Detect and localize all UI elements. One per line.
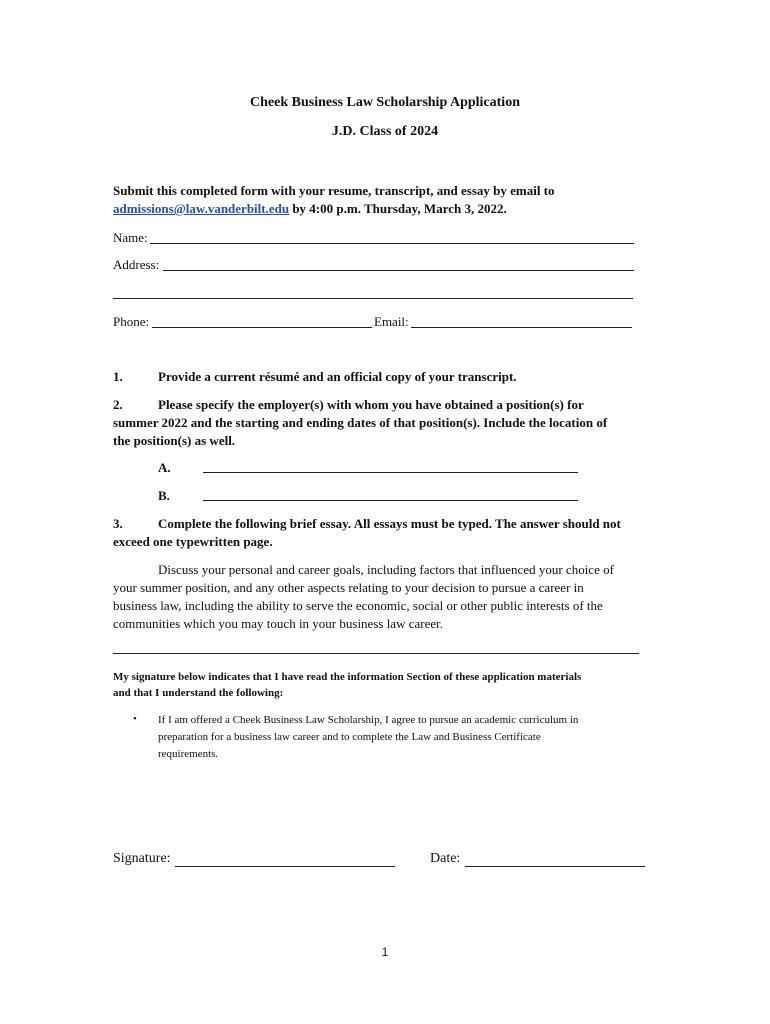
address-field-line[interactable] [163, 270, 634, 271]
essay-line-4: communities which you may touch in your business law career. [113, 616, 443, 631]
item-3-number: 3. [113, 516, 123, 531]
essay-line-2: your summer position, and any other aspects relating to your decision to pursue a career in [113, 580, 584, 595]
item-3-line-1 [113, 516, 621, 532]
date-label: Date: [430, 851, 461, 866]
deadline-text: by 4:00 p.m. Thursday, March 3, 2022. [289, 201, 507, 216]
sub-item-b-line[interactable] [203, 500, 578, 501]
item-2-text: Please specify the employer(s) with whom you have obtained a position(s) for [158, 397, 584, 412]
address-field-line-2[interactable] [113, 298, 633, 299]
item-2-line-2: summer 2022 and the starting and ending dates of that position(s). Include the location of [113, 415, 608, 430]
instructions-line-2 [113, 201, 507, 217]
item-1 [113, 369, 517, 385]
page-title: Cheek Business Law Scholarship Application [250, 95, 520, 110]
phone-label: Phone: [113, 314, 150, 329]
item-1-text: Provide a current résumé and an official copy of your transcript. [158, 369, 517, 384]
sub-item-a-line[interactable] [203, 472, 578, 473]
item-3-text: Complete the following brief essay. All essays must be typed. The answer should not [158, 516, 621, 531]
acknowledgement-line-2: and that I understand the following: [113, 687, 284, 699]
section-divider [113, 653, 639, 654]
signature-field-line[interactable] [175, 866, 395, 867]
page-subtitle: J.D. Class of 2024 [331, 124, 439, 139]
admissions-email-link[interactable]: admissions@law.vanderbilt.edu [113, 201, 290, 216]
bullet-icon: • [133, 713, 137, 725]
acknowledgement-bullet-line-3: requirements. [158, 748, 219, 760]
name-field-line[interactable] [150, 243, 634, 244]
essay-line-1: Discuss your personal and career goals, including factors that influenced your choice of [158, 562, 614, 577]
item-3-line-2: exceed one typewritten page. [113, 534, 273, 549]
sub-item-b-label: B. [158, 488, 170, 503]
email-label: Email: [374, 314, 409, 329]
item-2-line-1 [113, 397, 584, 413]
acknowledgement-bullet-line-2: preparation for a business law career and to complete the Law and Business Certificate [158, 731, 541, 743]
item-2-line-3: the position(s) as well. [113, 433, 236, 448]
email-field-line[interactable] [411, 327, 632, 328]
sub-item-a-label: A. [158, 460, 171, 475]
item-1-number: 1. [113, 369, 123, 384]
signature-label: Signature: [113, 851, 171, 866]
date-field-line[interactable] [465, 866, 645, 867]
page-number: 1 [381, 945, 389, 959]
acknowledgement-bullet-line-1: If I am offered a Cheek Business Law Scholarship, I agree to pursue an academic curriculum in [158, 714, 579, 726]
essay-line-3: business law, including the ability to serve the economic, social or other public interests of the [113, 598, 603, 613]
address-label: Address: [113, 257, 160, 272]
phone-field-line[interactable] [152, 327, 372, 328]
instructions-line-1: Submit this completed form with your resume, transcript, and essay by email to [113, 183, 555, 198]
item-2-number: 2. [113, 397, 123, 412]
acknowledgement-line-1: My signature below indicates that I have read the information Section of these application materials [113, 671, 582, 683]
name-label: Name: [113, 230, 148, 245]
